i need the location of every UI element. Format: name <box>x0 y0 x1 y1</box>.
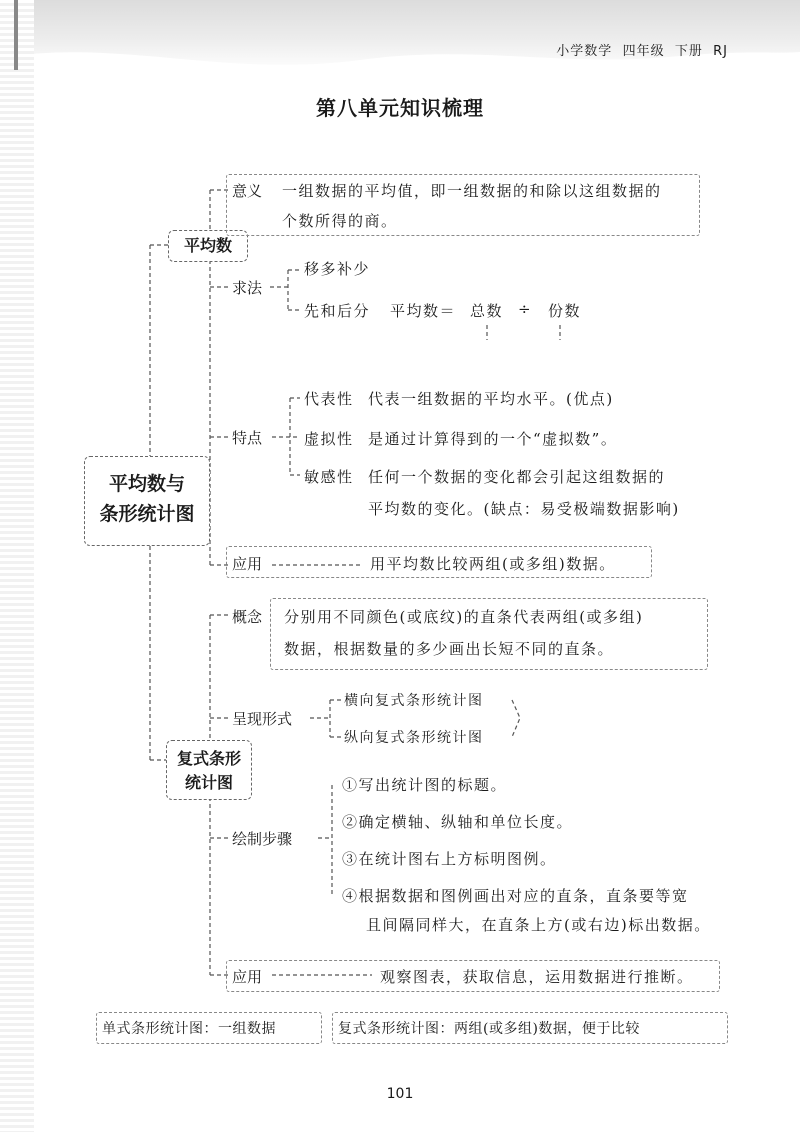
forms-label: 呈现形式 <box>232 710 293 728</box>
compound-line2: 统计图 <box>184 773 233 792</box>
form1: 横向复式条形统计图 <box>344 693 484 709</box>
compound-node <box>166 740 252 800</box>
form2: 纵向复式条形统计图 <box>344 730 484 746</box>
step2: ②确定横轴、纵轴和单位长度。 <box>342 813 574 831</box>
method-label: 求法 <box>232 279 263 297</box>
feature2-label: 虚拟性 <box>304 430 354 448</box>
page-title: 第八单元知识梳理 <box>316 96 484 120</box>
method2: 先和后分 <box>304 302 371 320</box>
step1: ①写出统计图的标题。 <box>342 776 508 794</box>
page-number: 101 <box>386 1086 414 1102</box>
formula-op: ÷ <box>518 300 533 318</box>
step4-line1: ④根据数据和图例画出对应的直条，直条要等宽 <box>342 887 689 905</box>
step4-line2: 且间隔同样大，在直条上方(或右边)标出数据。 <box>366 916 711 934</box>
footer-compound: 复式条形统计图：两组(或多组)数据，便于比较 <box>338 1021 640 1037</box>
header-grade: 四年级 <box>622 44 665 59</box>
header-volume: 下册 <box>674 44 703 59</box>
average-node: 平均数 <box>168 230 248 262</box>
step3: ③在统计图右上方标明图例。 <box>342 850 557 868</box>
meaning-label: 意义 <box>232 182 263 200</box>
root-line1: 平均数与 <box>108 473 185 495</box>
method1: 移多补少 <box>304 260 371 278</box>
root-line2: 条形统计图 <box>99 503 195 525</box>
feature3-line1: 任何一个数据的变化都会引起这组数据的 <box>368 468 666 486</box>
use-label: 应用 <box>232 555 263 573</box>
compound-line1: 复式条形 <box>176 749 241 768</box>
concept-line2: 数据，根据数量的多少画出长短不同的直条。 <box>284 640 615 658</box>
meaning-line2: 个数所得的商。 <box>282 212 398 230</box>
root-node <box>84 456 210 546</box>
feature3-label: 敏感性 <box>304 468 354 486</box>
use2-text: 观察图表，获取信息，运用数据进行推断。 <box>380 968 694 986</box>
header-book: 小学数学 <box>556 44 613 59</box>
feature1-text: 代表一组数据的平均水平。(优点) <box>368 390 614 408</box>
formula-total: 总数 <box>470 302 504 320</box>
use2-label: 应用 <box>232 968 263 986</box>
use-text: 用平均数比较两组(或多组)数据。 <box>370 555 616 573</box>
concept-label: 概念 <box>232 608 263 626</box>
formula-count: 份数 <box>548 302 582 320</box>
meaning-line1: 一组数据的平均值，即一组数据的和除以这组数据的 <box>282 182 662 200</box>
footer-single: 单式条形统计图：一组数据 <box>102 1021 276 1037</box>
features-label: 特点 <box>232 429 263 447</box>
steps-label: 绘制步骤 <box>232 830 293 848</box>
concept-line1: 分别用不同颜色(或底纹)的直条代表两组(或多组) <box>284 608 644 626</box>
feature2-text: 是通过计算得到的一个“虚拟数”。 <box>368 430 618 448</box>
header-edition: RJ <box>713 44 728 59</box>
feature3-line2: 平均数的变化。(缺点：易受极端数据影响) <box>368 500 680 518</box>
formula-lhs: 平均数＝ <box>390 302 457 320</box>
feature1-label: 代表性 <box>304 390 354 408</box>
